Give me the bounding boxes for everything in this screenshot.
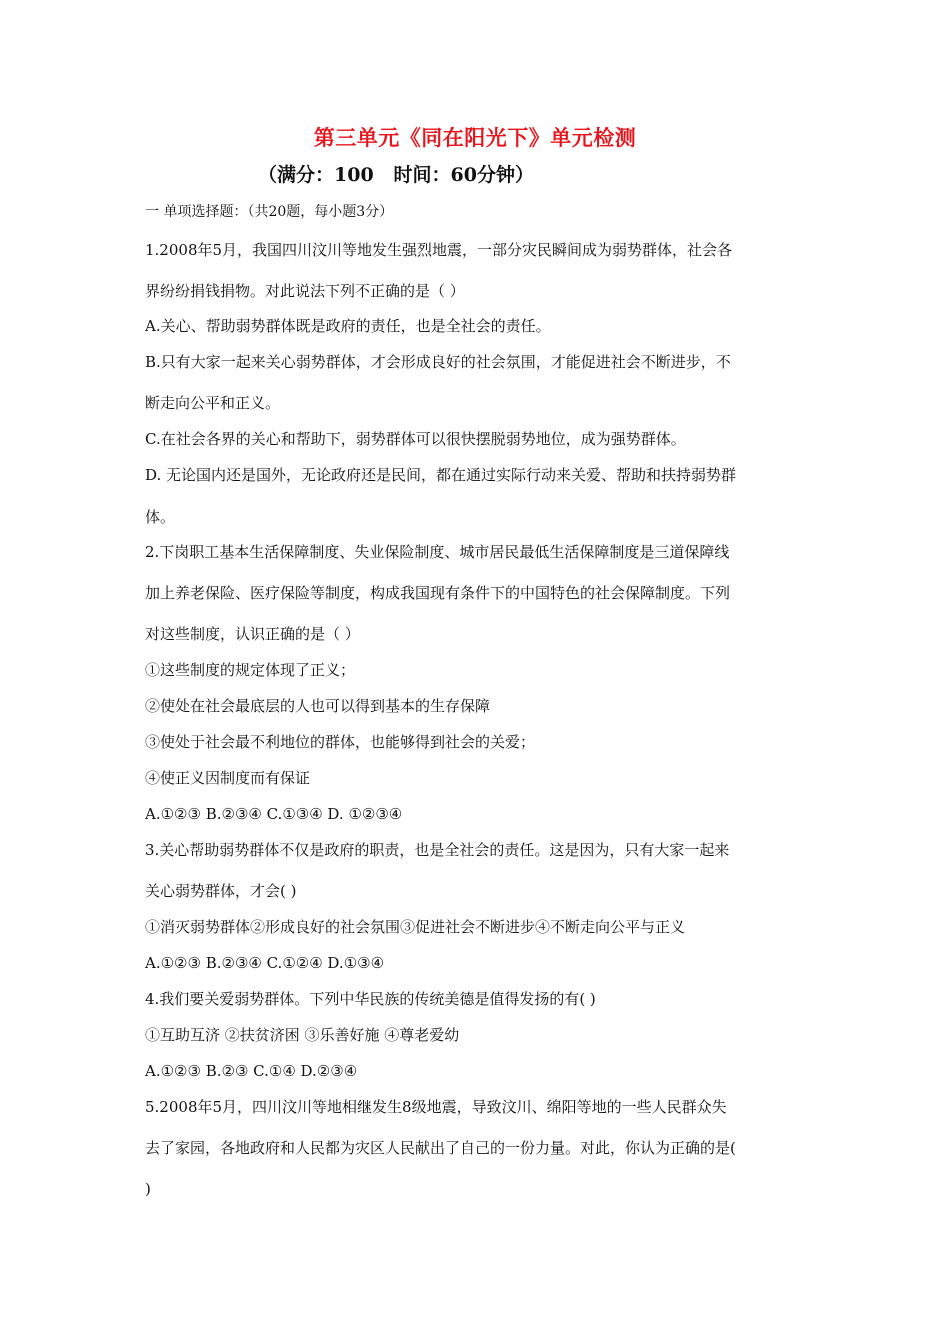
question-3-item-1: ①消灭弱势群体②形成良好的社会氛围③促进社会不断进步④不断走向公平与正义 [145,918,686,936]
question-5-line-2: 去了家园，各地政府和人民都为灾区人民献出了自己的一份力量。对此，你认为正确的是( [145,1139,736,1157]
document-subtitle: （满分：100 时间：60分钟） [258,164,534,186]
question-3-options: A.①②③ B.②③④ C.①②④ D.①③④ [145,954,385,972]
question-2-line-2: 加上养老保险、医疗保险等制度，构成我国现有条件下的中国特色的社会保障制度。下列 [145,584,731,602]
question-1-option-b-cont: 断走向公平和正义。 [145,394,281,412]
question-5-line-1: 5.2008年5月，四川汶川等地相继发生8级地震，导致汶川、绵阳等地的一些人民群众失 [145,1098,727,1116]
question-2-item-2: ②使处在社会最底层的人也可以得到基本的生存保障 [145,697,491,715]
question-4-options: A.①②③ B.②③ C.①④ D.②③④ [145,1062,358,1080]
question-2-item-4: ④使正义因制度而有保证 [145,769,311,787]
question-2-line-3: 对这些制度，认识正确的是（ ） [145,625,360,643]
question-2-options: A.①②③ B.②③④ C.①③④ D. ①②③④ [145,805,403,823]
question-3-line-1: 3.关心帮助弱势群体不仅是政府的职责，也是全社会的责任。这是因为，只有大家一起来 [145,841,730,859]
question-2-item-1: ①这些制度的规定体现了正义； [145,661,356,679]
question-1-option-a: A.关心、帮助弱势群体既是政府的责任，也是全社会的责任。 [145,317,551,335]
question-4-line-1: 4.我们要关爱弱势群体。下列中华民族的传统美德是值得发扬的有( ) [145,990,596,1008]
question-1-option-b: B.只有大家一起来关心弱势群体，才会形成良好的社会氛围，才能促进社会不断进步，不 [145,353,731,371]
question-1-line-2: 界纷纷捐钱捐物。对此说法下列不正确的是（ ） [145,282,465,300]
question-1-option-c: C.在社会各界的关心和帮助下，弱势群体可以很快摆脱弱势地位，成为强势群体。 [145,430,686,448]
question-2-line-1: 2.下岗职工基本生活保障制度、失业保险制度、城市居民最低生活保障制度是三道保障线 [145,543,730,561]
document-title: 第三单元《同在阳光下》单元检测 [313,125,637,150]
section-heading: 一 单项选择题：（共20题，每小题3分） [145,204,394,220]
question-2-item-3: ③使处于社会最不利地位的群体，也能够得到社会的关爱； [145,733,536,751]
question-1-option-d-cont: 体。 [145,508,176,526]
question-1-line-1: 1.2008年5月，我国四川汶川等地发生强烈地震，一部分灾民瞬间成为弱势群体，社会各 [145,241,733,259]
question-5-line-3: ) [145,1180,151,1198]
question-1-option-d: D. 无论国内还是国外，无论政府还是民间，都在通过实际行动来关爱、帮助和扶持弱势群 [145,466,737,484]
question-4-item-1: ①互助互济 ②扶贫济困 ③乐善好施 ④尊老爱幼 [145,1026,460,1044]
question-3-line-2: 关心弱势群体，才会( ) [145,882,297,900]
